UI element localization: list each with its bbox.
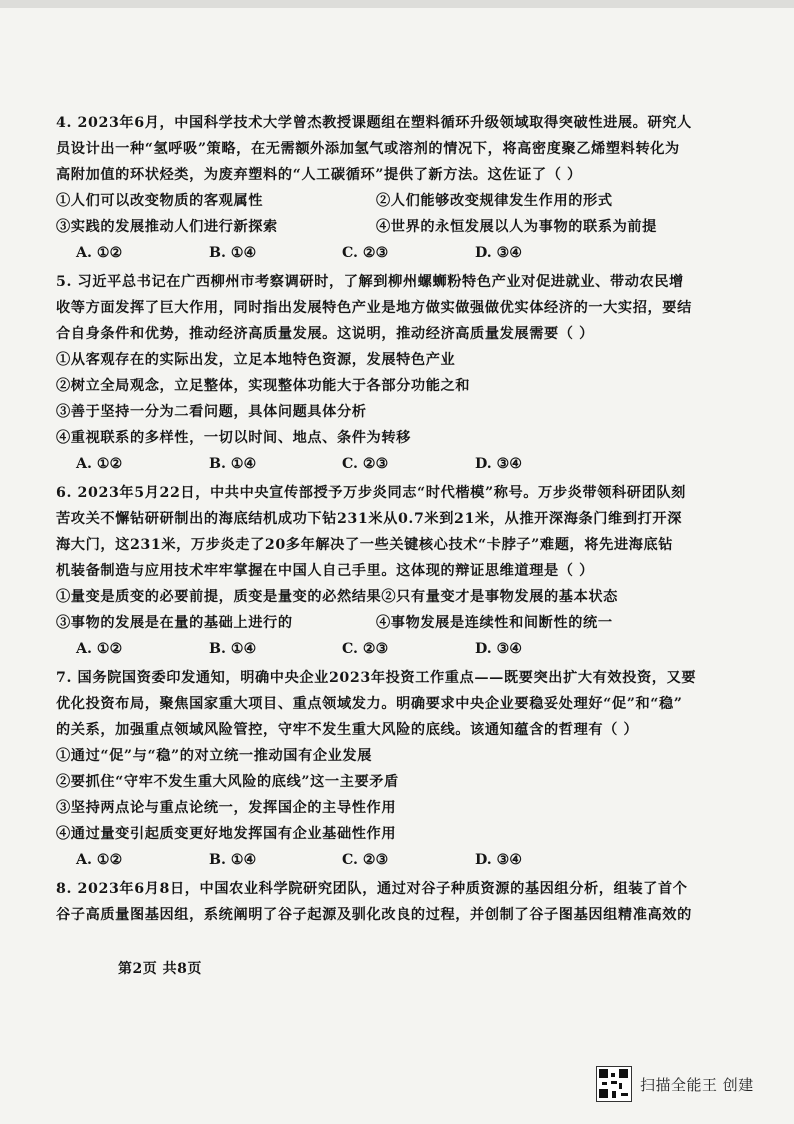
statement-item: ③事物的发展是在量的基础上进行的	[56, 615, 293, 631]
choice-a: A. ①②	[76, 245, 123, 261]
statement-item: ②人们能够改变规律发生作用的形式	[376, 193, 613, 209]
question-7-stem-line: 优化投资布局，聚焦国家重大项目、重点领域发力。明确要求中央企业要稳妥处理好“促”和“稳”	[56, 696, 683, 712]
question-6-stem-line: 苦攻关不懈钻研研制出的海底结机成功下钻231米从0.7米到21米，从推开深海条门维到打开深	[56, 511, 682, 527]
scanner-watermark: 扫描全能王 创建	[640, 1076, 754, 1094]
statement-item: ③实践的发展推动人们进行新探索	[56, 219, 278, 235]
question-6-statement-row	[56, 610, 696, 636]
question-4-stem-line: 高附加值的环状烃类，为废弃塑料的“人工碳循环”提供了新方法。这佐证了（ ）	[56, 167, 582, 183]
statement-item: ②只有量变才是事物发展的基本状态	[381, 589, 618, 605]
choice-c: C. ②③	[342, 641, 389, 657]
statement-item: ②树立全局观念，立足整体，实现整体功能大于各部分功能之和	[56, 378, 471, 394]
question-6-stem-line: 机装备制造与应用技术牢牢掌握在中国人自己手里。这体现的辩证思维道理是（ ）	[56, 563, 594, 579]
choice-a: A. ①②	[76, 456, 123, 472]
question-7-choices	[56, 847, 696, 873]
choice-b: B. ①④	[209, 456, 257, 472]
statement-item: ①从客观存在的实际出发，立足本地特色资源，发展特色产业	[56, 352, 456, 368]
question-4	[56, 110, 696, 266]
statement-item: ④世界的永恒发展以人为事物的联系为前提	[376, 219, 657, 235]
statement-item: ①通过“促”与“稳”的对立统一推动国有企业发展	[56, 748, 373, 764]
statement-item: ①人们可以改变物质的客观属性	[56, 193, 264, 209]
question-4-choices	[56, 240, 696, 266]
statement-item: ④重视联系的多样性，一切以时间、地点、条件为转移	[56, 430, 411, 446]
question-4-stem-line: 4. 2023年6月，中国科学技术大学曾杰教授课题组在塑料循环升级领域取得突破性进展。研究人	[56, 115, 692, 131]
statement-item: ③善于坚持一分为二看问题，具体问题具体分析	[56, 404, 367, 420]
question-7	[56, 665, 696, 873]
question-8-stem-line: 8. 2023年6月8日，中国农业科学院研究团队，通过对谷子种质资源的基因组分析，组装了首个	[56, 881, 688, 897]
choice-b: B. ①④	[209, 641, 257, 657]
question-4-statement-row	[56, 188, 696, 214]
statement-item: ④通过量变引起质变更好地发挥国有企业基础性作用	[56, 826, 397, 842]
question-6-statement-row	[56, 584, 696, 610]
question-7-stem-line: 的关系，加强重点领域风险管控，守牢不发生重大风险的底线。该通知蕴含的哲理有（ ）	[56, 722, 639, 738]
question-6	[56, 480, 696, 662]
choice-c: C. ②③	[342, 852, 389, 868]
choice-b: B. ①④	[209, 852, 257, 868]
question-6-stem-line: 6. 2023年5月22日，中共中央宣传部授予万步炎同志“时代楷模”称号。万步炎带领科研团队刻	[56, 485, 686, 501]
statement-item: ②要抓住“守牢不发生重大风险的底线”这一主要矛盾	[56, 774, 399, 790]
choice-c: C. ②③	[342, 456, 389, 472]
question-4-statement-row	[56, 214, 696, 240]
question-4-stem-line: 员设计出一种“氢呼吸”策略，在无需额外添加氢气或溶剂的情况下，将高密度聚乙烯塑料转化为	[56, 141, 680, 157]
question-8-stem-line: 谷子高质量图基因组，系统阐明了谷子起源及驯化改良的过程，并创制了谷子图基因组精准高效的	[56, 907, 692, 923]
choice-d: D. ③④	[475, 852, 523, 868]
choice-d: D. ③④	[475, 456, 523, 472]
qr-code-icon	[596, 1066, 632, 1102]
question-5	[56, 269, 696, 477]
statement-item: ③坚持两点论与重点论统一，发挥国企的主导性作用	[56, 800, 397, 816]
question-5-stem-line: 收等方面发挥了巨大作用，同时指出发展特色产业是地方做实做强做优实体经济的一大实招，要结	[56, 300, 692, 316]
choice-a: A. ①②	[76, 641, 123, 657]
exam-content	[56, 110, 696, 928]
question-8	[56, 876, 696, 928]
question-5-stem-line: 5. 习近平总书记在广西柳州市考察调研时，了解到柳州螺蛳粉特色产业对促进就业、带动农民增	[56, 274, 684, 290]
choice-d: D. ③④	[475, 245, 523, 261]
question-6-choices	[56, 636, 696, 662]
question-5-choices	[56, 451, 696, 477]
page-number: 第2页 共8页	[118, 961, 202, 977]
question-5-stem-line: 合自身条件和优势，推动经济高质量发展。这说明，推动经济高质量发展需要（ ）	[56, 326, 594, 342]
question-6-stem-line: 海大门，这231米，万步炎走了20多年解决了一些关键核心技术“卡脖子”难题，将先进海底钻	[56, 537, 674, 553]
statement-item: ①量变是质变的必要前提，质变是量变的必然结果	[56, 589, 382, 605]
choice-d: D. ③④	[475, 641, 523, 657]
statement-item: ④事物发展是连续性和间断性的统一	[376, 615, 613, 631]
question-7-stem-line: 7. 国务院国资委印发通知，明确中央企业2023年投资工作重点——既要突出扩大有效投资，又要	[56, 670, 696, 686]
choice-a: A. ①②	[76, 852, 123, 868]
choice-c: C. ②③	[342, 245, 389, 261]
choice-b: B. ①④	[209, 245, 257, 261]
scan-shadow	[0, 0, 794, 8]
